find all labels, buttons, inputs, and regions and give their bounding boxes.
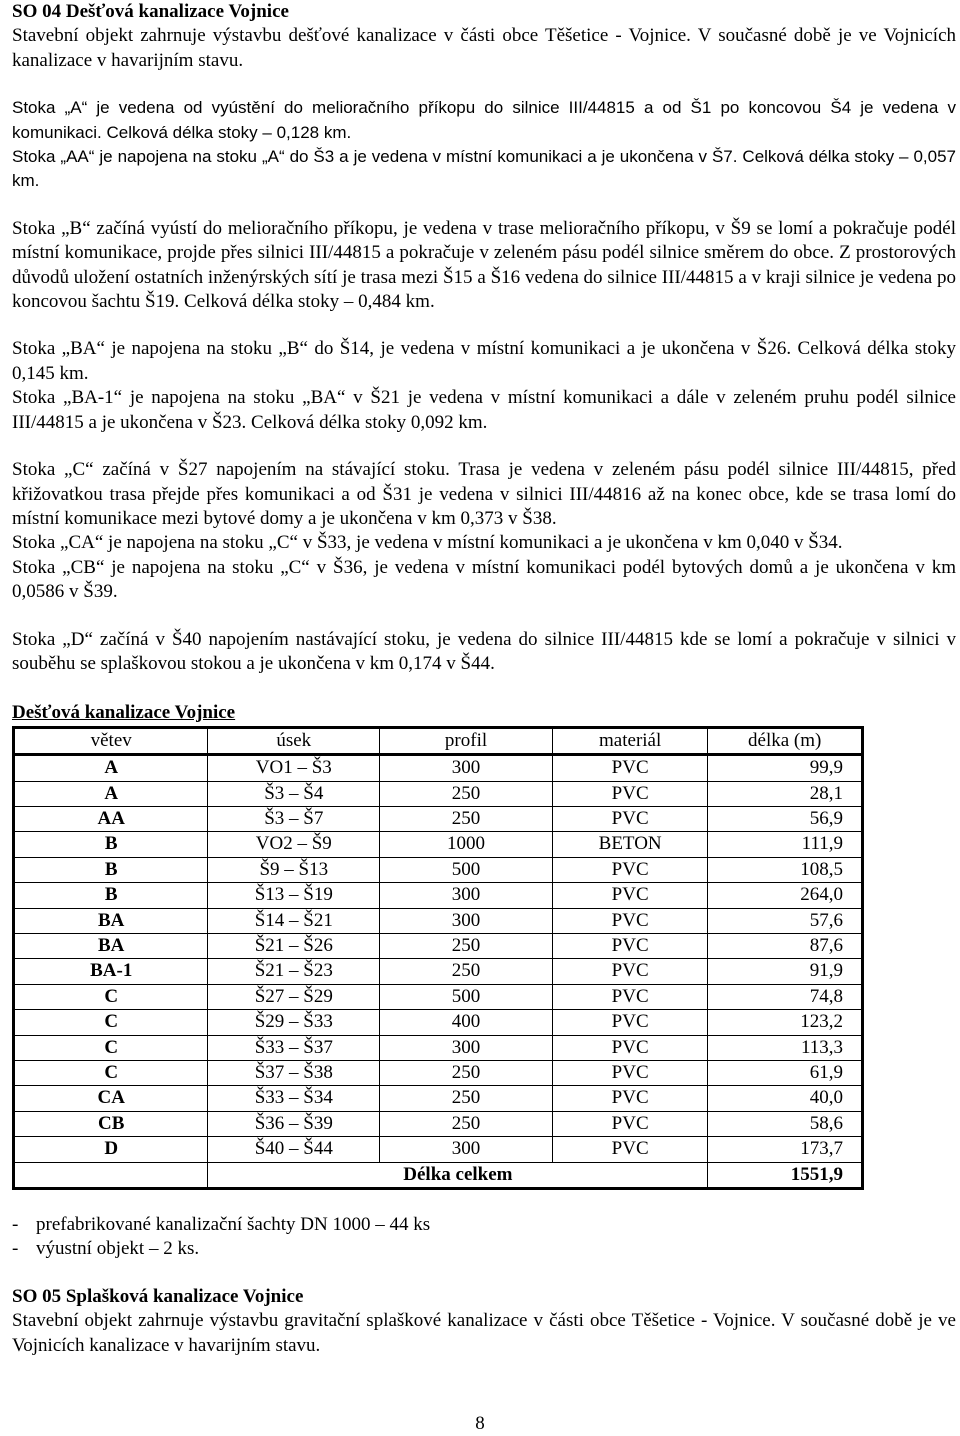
cell-material: PVC — [552, 1010, 707, 1035]
cell-branch: B — [14, 832, 208, 857]
cell-profile: 300 — [380, 908, 553, 933]
table-header-row — [14, 727, 863, 754]
header-profile: profil — [380, 727, 553, 754]
cell-material: PVC — [552, 984, 707, 1009]
cell-section: Š14 – Š21 — [208, 908, 380, 933]
cell-profile: 300 — [380, 1137, 553, 1162]
cell-material: PVC — [552, 755, 707, 781]
cell-branch: BA — [14, 908, 208, 933]
cell-profile: 1000 — [380, 832, 553, 857]
cell-material: PVC — [552, 1086, 707, 1111]
cell-length: 40,0 — [708, 1086, 863, 1111]
stoka-aa-paragraph: Stoka „AA“ je napojena na stoku „A“ do Š3 a je vedena v místní komunikaci a je ukončena v Š7. Celková délka stoky – 0,057 km. — [12, 147, 956, 191]
so04-heading: SO 04 Dešťová kanalizace Vojnice — [12, 1, 289, 22]
cell-profile: 250 — [380, 934, 553, 959]
cell-length: 57,6 — [708, 908, 863, 933]
cell-section: Š3 – Š4 — [208, 781, 380, 806]
table-row — [14, 1137, 863, 1162]
cell-profile: 250 — [380, 1086, 553, 1111]
cell-branch: BA — [14, 934, 208, 959]
sewer-length-table — [12, 726, 864, 1190]
stoka-a-paragraph: Stoka „A“ je vedena od vyústění do melioračního příkopu do silnice III/44815 a od Š1 po koncovou Š4 je vedena v komunikaci. Celková délka stoky – 0,128 km. — [12, 98, 956, 142]
list-item: - výustní objekt – 2 ks. — [12, 1238, 200, 1260]
cell-section: Š21 – Š26 — [208, 934, 380, 959]
list-item-text: výustní objekt – 2 ks. — [36, 1238, 200, 1260]
header-section: úsek — [208, 727, 380, 754]
table-title: Dešťová kanalizace Vojnice — [12, 702, 236, 724]
cell-profile: 250 — [380, 781, 553, 806]
cell-material: PVC — [552, 857, 707, 882]
cell-branch: C — [14, 984, 208, 1009]
header-branch: větev — [14, 727, 208, 754]
table-row — [14, 755, 863, 781]
cell-profile: 300 — [380, 1035, 553, 1060]
cell-profile: 300 — [380, 755, 553, 781]
cell-length: 123,2 — [708, 1010, 863, 1035]
cell-length: 99,9 — [708, 755, 863, 781]
so04-intro: Stavební objekt zahrnuje výstavbu dešťové kanalizace v části obce Těšetice - Vojnice. V současné době je ve Vojnicích kanalizace v havarijním stavu. — [12, 25, 956, 71]
cell-section: Š9 – Š13 — [208, 857, 380, 882]
cell-length: 111,9 — [708, 832, 863, 857]
cell-branch: AA — [14, 806, 208, 831]
cell-profile: 250 — [380, 1111, 553, 1136]
cell-section: Š27 – Š29 — [208, 984, 380, 1009]
table-row — [14, 832, 863, 857]
table-row — [14, 806, 863, 831]
cell-material: PVC — [552, 1035, 707, 1060]
cell-section: Š29 – Š33 — [208, 1010, 380, 1035]
table-row — [14, 1086, 863, 1111]
cell-length: 74,8 — [708, 984, 863, 1009]
page-number: 8 — [475, 1413, 485, 1434]
bullet-list — [12, 1213, 956, 1262]
cell-length: 56,9 — [708, 806, 863, 831]
cell-length: 264,0 — [708, 883, 863, 908]
cell-branch: CA — [14, 1086, 208, 1111]
cell-length: 91,9 — [708, 959, 863, 984]
cell-branch: C — [14, 1061, 208, 1086]
cell-profile: 300 — [380, 883, 553, 908]
list-item: - prefabrikované kanalizační šachty DN 1000 – 44 ks — [12, 1214, 431, 1236]
table-row — [14, 934, 863, 959]
stoka-cb-paragraph: Stoka „CB“ je napojena na stoku „C“ v Š36, je vedena v místní komunikaci podél bytových domů a je ukončena v km 0,0586 v Š39. — [12, 556, 956, 603]
cell-profile: 400 — [380, 1010, 553, 1035]
table-row — [14, 984, 863, 1009]
stoka-d-paragraph: Stoka „D“ začíná v Š40 napojením nastávající stoku, je vedena do silnice III/44815 kde se lomí a pokračuje v silnici v souběhu se splaškovou stokou a je ukončena v km 0,174 v Š44. — [12, 628, 956, 674]
cell-material: PVC — [552, 883, 707, 908]
cell-length: 113,3 — [708, 1035, 863, 1060]
cell-section: VO2 – Š9 — [208, 832, 380, 857]
table-total-row — [14, 1162, 863, 1188]
cell-section: Š21 – Š23 — [208, 959, 380, 984]
stoka-ba-paragraph: Stoka „BA“ je napojena na stoku „B“ do Š14, je vedena v místní komunikaci a je ukončena v Š26. Celková délka stoky 0,145 km. — [12, 338, 956, 384]
cell-length: 87,6 — [708, 934, 863, 959]
cell-branch: B — [14, 883, 208, 908]
table-row — [14, 1010, 863, 1035]
cell-material: PVC — [552, 908, 707, 933]
cell-branch: B — [14, 857, 208, 882]
cell-section: Š37 – Š38 — [208, 1061, 380, 1086]
cell-length: 58,6 — [708, 1111, 863, 1136]
cell-length: 108,5 — [708, 857, 863, 882]
cell-section: Š3 – Š7 — [208, 806, 380, 831]
table-row — [14, 1061, 863, 1086]
cell-branch: A — [14, 781, 208, 806]
so05-heading: SO 05 Splašková kanalizace Vojnice — [12, 1285, 304, 1307]
cell-length: 61,9 — [708, 1061, 863, 1086]
cell-profile: 500 — [380, 857, 553, 882]
header-material: materiál — [552, 727, 707, 754]
cell-profile: 250 — [380, 806, 553, 831]
table-row — [14, 908, 863, 933]
table-row — [14, 883, 863, 908]
cell-material: PVC — [552, 959, 707, 984]
cell-material: PVC — [552, 806, 707, 831]
stoka-ba1-paragraph: Stoka „BA-1“ je napojena na stoku „BA“ v Š21 je vedena v místní komunikaci a dále v zeleném pruhu podél silnice III/44815 a je ukončena v Š23. Celková délka stoky 0,092 km. — [12, 387, 956, 433]
table-row — [14, 959, 863, 984]
cell-length: 173,7 — [708, 1137, 863, 1162]
cell-section: Š33 – Š34 — [208, 1086, 380, 1111]
cell-branch: C — [14, 1010, 208, 1035]
header-length: délka (m) — [708, 727, 863, 754]
table-row — [14, 1111, 863, 1136]
table-row — [14, 857, 863, 882]
cell-profile: 250 — [380, 1061, 553, 1086]
table-row — [14, 781, 863, 806]
cell-profile: 250 — [380, 959, 553, 984]
cell-branch: A — [14, 755, 208, 781]
cell-branch: C — [14, 1035, 208, 1060]
cell-material: PVC — [552, 934, 707, 959]
cell-length: 28,1 — [708, 781, 863, 806]
cell-material: PVC — [552, 781, 707, 806]
cell-section: Š36 – Š39 — [208, 1111, 380, 1136]
cell-profile: 500 — [380, 984, 553, 1009]
cell-material: BETON — [552, 832, 707, 857]
stoka-ca-paragraph: Stoka „CA“ je napojena na stoku „C“ v Š33, je vedena v místní komunikaci a je ukončena v km 0,040 v Š34. — [12, 532, 843, 554]
stoka-b-paragraph: Stoka „B“ začíná vyústí do melioračního příkopu, je vedena v trase melioračního příkopu, v Š9 se lomí a pokračuje podél místní komunikace, projde přes silnici III/44815 a pokračuje v zeleném pásu podél silnice směrem do obce. Z prostorových důvodů uložení ostatních inženýrských sítí je trasa mezi Š15 a Š16 vedena do silnice III/44815 a v kraji silnice je vedena po koncovou šachtu Š19. Celková délka stoky – 0,484 km. — [12, 217, 956, 313]
cell-material: PVC — [552, 1111, 707, 1136]
cell-section: Š13 – Š19 — [208, 883, 380, 908]
cell-material: PVC — [552, 1061, 707, 1086]
total-value: 1551,9 — [708, 1162, 863, 1188]
cell-section: VO1 – Š3 — [208, 755, 380, 781]
list-item-text: prefabrikované kanalizační šachty DN 1000 – 44 ks — [36, 1214, 431, 1236]
total-label: Délka celkem — [208, 1162, 708, 1188]
cell-section: Š40 – Š44 — [208, 1137, 380, 1162]
cell-section: Š33 – Š37 — [208, 1035, 380, 1060]
so05-intro: Stavební objekt zahrnuje výstavbu gravitační splaškové kanalizace v části obce Těšetice - Vojnice. V současné době je ve Vojnicích kanalizace v havarijním stavu. — [12, 1310, 956, 1356]
table-row — [14, 1035, 863, 1060]
cell-branch: D — [14, 1137, 208, 1162]
cell-branch: CB — [14, 1111, 208, 1136]
cell-branch: BA-1 — [14, 959, 208, 984]
total-spacer — [14, 1162, 208, 1188]
document-page — [12, 0, 956, 1358]
cell-material: PVC — [552, 1137, 707, 1162]
stoka-c-paragraph: Stoka „C“ začíná v Š27 napojením na stávající stoku. Trasa je vedena v zeleném pásu podél silnice III/44815, před křižovatkou trasa přejde přes komunikaci a od Š31 je vedena v silnici III/44816 až na konec obce, kde se trasa lomí do místní komunikace mezi bytové domy a je ukončena v km 0,373 v Š38. — [12, 459, 956, 529]
